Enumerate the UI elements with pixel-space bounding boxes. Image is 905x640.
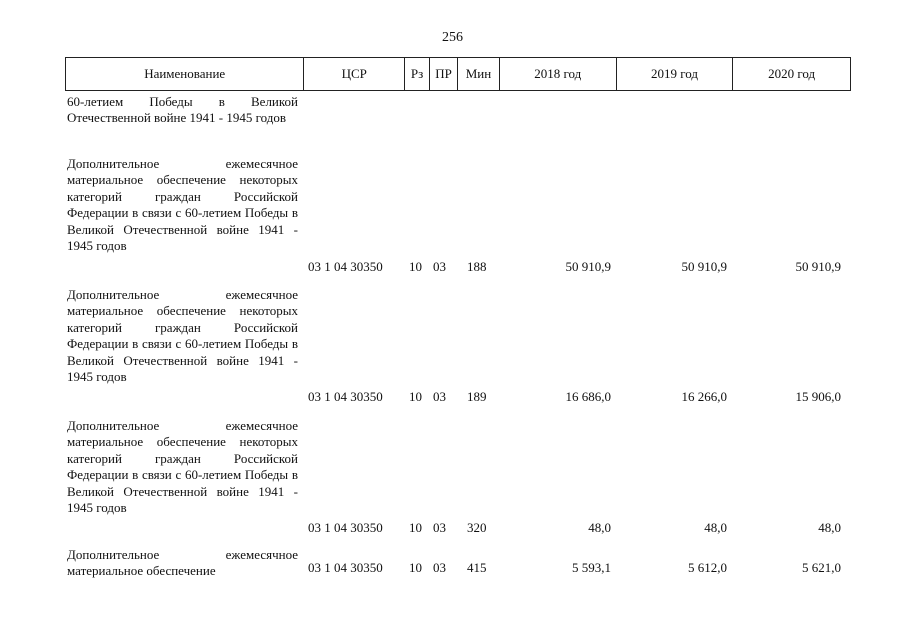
table-header xyxy=(65,57,851,91)
row-rz: 10 xyxy=(409,259,422,274)
row-2020: 48,0 xyxy=(818,520,841,535)
header-rz: Рз xyxy=(405,58,430,90)
row-min: 415 xyxy=(467,560,487,575)
row-2018: 48,0 xyxy=(588,520,611,535)
row-2019: 16 266,0 xyxy=(681,389,727,404)
row-name: Дополнительное ежемесячное материальное обеспечение xyxy=(67,547,298,579)
row-csr: 03 1 04 30350 xyxy=(308,259,383,274)
row-2019: 48,0 xyxy=(704,520,727,535)
header-2019: 2019 год xyxy=(617,58,734,90)
row-rz: 10 xyxy=(409,560,422,575)
header-name: Наименование xyxy=(66,58,304,90)
row-2020: 15 906,0 xyxy=(795,389,841,404)
row-pr: 03 xyxy=(433,520,446,535)
header-pr: ПР xyxy=(430,58,458,90)
row-min: 189 xyxy=(467,389,487,404)
row-min: 188 xyxy=(467,259,487,274)
row-csr: 03 1 04 30350 xyxy=(308,560,383,575)
row-pr: 03 xyxy=(433,560,446,575)
header-csr: ЦСР xyxy=(304,58,405,90)
row-2018: 16 686,0 xyxy=(565,389,611,404)
row-name: 60-летием Победы в Великой Отечественной войне 1941 - 1945 годов xyxy=(67,94,298,126)
row-min: 320 xyxy=(467,520,487,535)
row-2018: 50 910,9 xyxy=(565,259,611,274)
row-rz: 10 xyxy=(409,389,422,404)
row-csr: 03 1 04 30350 xyxy=(308,389,383,404)
header-min: Мин xyxy=(458,58,500,90)
row-name: Дополнительное ежемесячное материальное обеспечение некоторых категорий граждан Российской Федерации в связи с 60-летием Победы в Великой Отечественной войне 1941 - 1945 годов xyxy=(67,418,298,516)
header-2018: 2018 год xyxy=(500,58,617,90)
row-2018: 5 593,1 xyxy=(572,560,611,575)
header-2020: 2020 год xyxy=(768,66,816,81)
row-name: Дополнительное ежемесячное материальное обеспечение некоторых категорий граждан Российской Федерации в связи с 60-летием Победы в Великой Отечественной войне 1941 - 1945 годов xyxy=(67,156,298,254)
page-number: 256 xyxy=(442,30,463,45)
row-pr: 03 xyxy=(433,259,446,274)
row-pr: 03 xyxy=(433,389,446,404)
row-csr: 03 1 04 30350 xyxy=(308,520,383,535)
row-rz: 10 xyxy=(409,520,422,535)
row-name: Дополнительное ежемесячное материальное обеспечение некоторых категорий граждан Российской Федерации в связи с 60-летием Победы в Великой Отечественной войне 1941 - 1945 годов xyxy=(67,287,298,385)
row-2019: 5 612,0 xyxy=(688,560,727,575)
row-2019: 50 910,9 xyxy=(681,259,727,274)
row-2020: 5 621,0 xyxy=(802,560,841,575)
row-2020: 50 910,9 xyxy=(795,259,841,274)
